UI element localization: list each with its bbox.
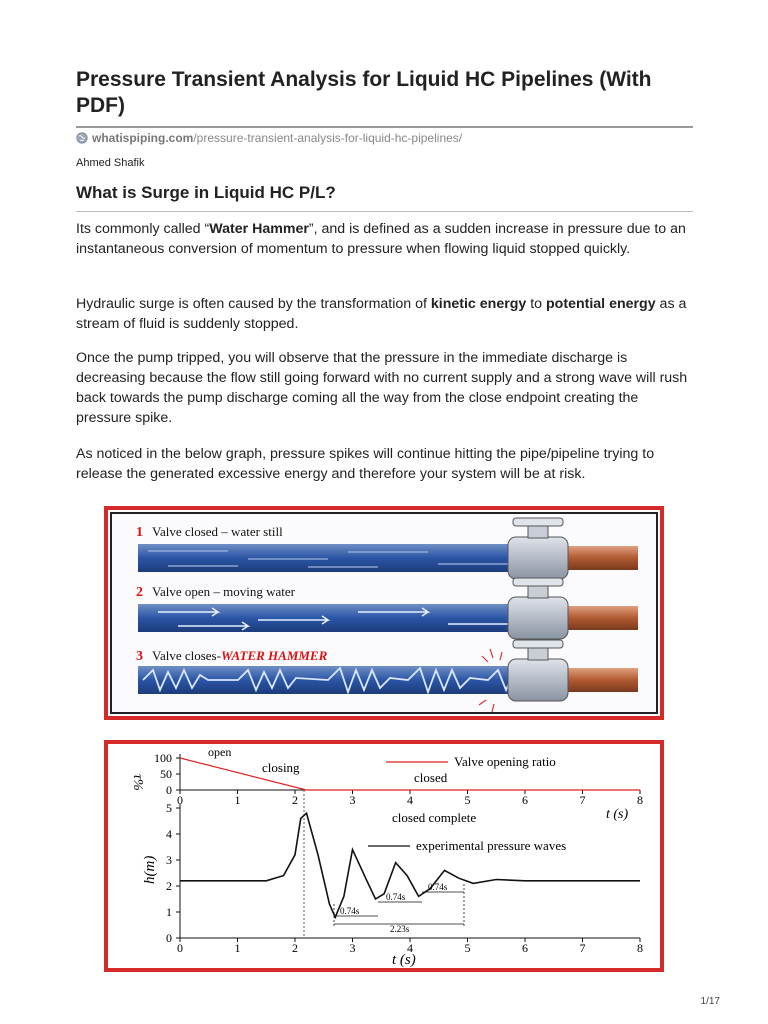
bottom-y-tick-label: 5 <box>166 801 172 815</box>
bottom-y-tick-label: 1 <box>166 905 172 919</box>
author-name: Ahmed Shafik <box>76 157 145 169</box>
bottom-x-tick-label: 3 <box>349 941 356 955</box>
row-3-label: Valve closes- <box>152 648 221 663</box>
title-divider <box>76 126 693 128</box>
svg-text:Valve closes-WATER HAMMER <box>152 648 328 663</box>
bottom-x-tick-label: 0 <box>177 941 183 955</box>
pressure-wave-chart <box>108 744 660 968</box>
source-link[interactable] <box>76 131 462 145</box>
bottom-x-tick-label: 6 <box>522 941 528 955</box>
page-number: 1/17 <box>700 996 720 1007</box>
svg-text:3: 3 <box>136 649 143 664</box>
annotation-closed: closed <box>414 770 448 785</box>
paragraph-3: Once the pump tripped, you will observe that the pressure in the immediate discharge is decreasing because the flow still going forward with no current supply and a strong wave will rush back towards the pump discharge coming all the way from the close endpoint creating the pressure spike. <box>76 350 688 426</box>
bottom-y-tick-label: 3 <box>166 853 172 867</box>
top-x-tick-label: 0 <box>177 793 183 807</box>
source-domain[interactable]: whatispiping.com <box>92 131 194 145</box>
top-x-tick-label: 6 <box>522 793 528 807</box>
bottom-y-tick-label: 0 <box>166 931 172 945</box>
top-y-tick-label: 50 <box>160 767 172 781</box>
annotation-open: open <box>208 745 232 759</box>
top-x-tick-label: 5 <box>464 793 471 807</box>
section-heading: What is Surge in Liquid HC P/L? <box>76 183 336 202</box>
section-divider <box>76 211 693 212</box>
bottom-y-label: h(m) <box>142 855 158 884</box>
globe-icon <box>76 132 88 144</box>
row-3-emphasis: WATER HAMMER <box>220 648 328 663</box>
annotation-closing: closing <box>262 760 300 775</box>
bottom-x-tick-label: 1 <box>234 941 241 955</box>
top-x-tick-label: 2 <box>292 793 298 807</box>
period-2: 0.74s <box>386 892 406 902</box>
period-1: 0.74s <box>340 906 360 916</box>
paragraph-1: Its commonly called “Water Hammer”, and is defined as a sudden increase in pressure due to an instantaneous conversion of momentum to pressure when flowing liquid stopped quickly. <box>76 221 686 257</box>
row-2-label: Valve open – moving water <box>152 584 295 599</box>
bottom-x-label: t (s) <box>392 952 416 968</box>
top-x-tick-label: 4 <box>407 793 413 807</box>
page-title: Pressure Transient Analysis for Liquid HC Pipelines (With PDF) <box>76 68 652 117</box>
svg-text:1: 1 <box>136 525 143 540</box>
water-hammer-illustration <box>108 510 660 716</box>
bottom-x-tick-label: 2 <box>292 941 298 955</box>
pressure-wave-chart-figure <box>104 740 664 972</box>
bottom-y-tick-label: 4 <box>166 827 172 841</box>
bottom-x-tick-label: 7 <box>579 941 586 955</box>
top-x-tick-label: 1 <box>234 793 241 807</box>
row-1-label: Valve closed – water still <box>152 524 283 539</box>
top-x-tick-label: 8 <box>637 793 643 807</box>
annotation-closed-complete: closed complete <box>392 810 477 825</box>
top-y-tick-label: 0 <box>166 783 172 797</box>
top-x-tick-label: 3 <box>349 793 356 807</box>
bottom-x-tick-label: 8 <box>637 941 643 955</box>
top-x-label: t (s) <box>606 807 629 822</box>
legend-valve-label: Valve opening ratio <box>454 754 556 769</box>
top-y-tick-label: 100 <box>154 751 172 765</box>
paragraph-4: As noticed in the below graph, pressure spikes will continue hitting the pipe/pipeline trying to release the generated excessive energy and therefore your system will be at risk. <box>76 446 655 482</box>
water-hammer-figure <box>104 506 664 720</box>
legend-wave-label: experimental pressure waves <box>416 838 567 853</box>
svg-text:2: 2 <box>136 585 143 600</box>
period-3: 0.74s <box>428 882 448 892</box>
top-x-tick-label: 7 <box>579 793 586 807</box>
paragraph-2: Hydraulic surge is often caused by the transformation of kinetic energy to potential energy as a stream of fluid is suddenly stopped. <box>76 296 687 332</box>
bottom-x-tick-label: 4 <box>407 941 413 955</box>
bottom-y-tick-label: 2 <box>166 879 172 893</box>
period-total: 2.23s <box>390 924 410 934</box>
bottom-x-tick-label: 5 <box>464 941 471 955</box>
source-path[interactable]: /pressure-transient-analysis-for-liquid-hc-pipelines/ <box>193 131 463 145</box>
top-y-label: τ% <box>130 774 145 791</box>
